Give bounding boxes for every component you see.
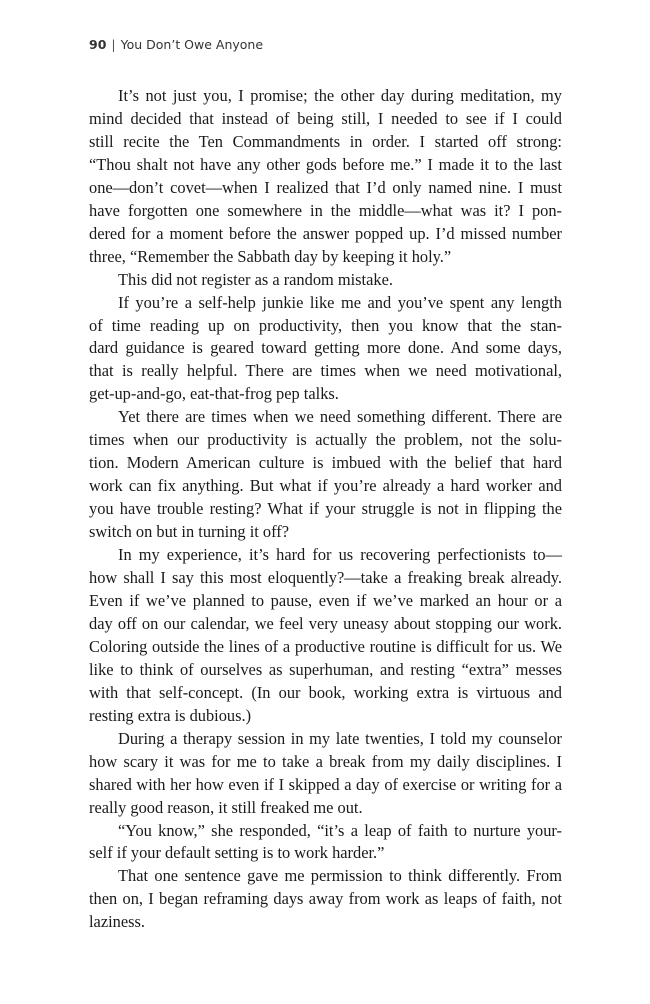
running-header <box>89 37 263 52</box>
text-line: It’s not just you, I promise; the other day during meditation, my <box>118 86 562 105</box>
text-line: resting extra is dubious.) <box>89 705 252 725</box>
text-line: how shall I say this most eloquently?—take a freaking break already. <box>89 568 562 588</box>
text-line: one—don’t covet—when I realized that I’d only named nine. I must <box>89 177 562 197</box>
text-line: times when our productivity is actually the problem, not the solu- <box>89 430 562 450</box>
body-text <box>89 85 562 934</box>
text-line: “Thou shalt not have any other gods before me.” I made it to the last <box>89 154 562 174</box>
text-line: that is really helpful. There are times when we need motivational, <box>89 361 562 381</box>
text-line: day off on our calendar, we feel very uneasy about stopping our work. <box>89 613 562 633</box>
text-line: During a therapy session in my late twenties, I told my counselor <box>118 728 562 748</box>
text-line: you have trouble resting? What if your struggle is not in flipping the <box>89 499 562 519</box>
text-line: like to think of ourselves as superhuman, and resting “extra” messes <box>89 659 562 679</box>
text-line: work can fix anything. But what if you’re already a hard worker and <box>89 476 562 496</box>
text-line: In my experience, it’s hard for us recovering perfectionists to— <box>118 545 562 565</box>
text-line: “You know,” she responded, “it’s a leap of faith to nurture your- <box>118 820 562 840</box>
text-line: with that self-concept. (In our book, working extra is virtuous and <box>89 682 562 702</box>
text-line: self if your default setting is to work harder.” <box>89 843 385 863</box>
text-line: Yet there are times when we need something different. There are <box>118 407 562 427</box>
text-line: If you’re a self-help junkie like me and you’ve spent any length <box>118 292 562 312</box>
header-separator: | <box>111 37 116 52</box>
text-line: Coloring outside the lines of a productive routine is difficult for us. We <box>89 636 562 656</box>
text-line: have forgotten one somewhere in the middle—what was it? I pon- <box>89 200 562 220</box>
text-line: That one sentence gave me permission to think differently. From <box>118 866 562 886</box>
text-line: dered for a moment before the answer popped up. I’d missed number <box>89 223 562 243</box>
text-line: shared with her how even if I skipped a day of exercise or writing for a <box>89 774 562 794</box>
page-number: 90 <box>89 37 107 52</box>
text-line: mind decided that instead of being still, I needed to see if I could <box>89 108 562 128</box>
text-line: how scary it was for me to take a break from my daily disciplines. I <box>89 751 562 771</box>
text-line: tion. Modern American culture is imbued with the belief that hard <box>89 453 562 473</box>
text-line: three, “Remember the Sabbath day by keeping it holy.” <box>89 246 452 266</box>
text-line: laziness. <box>89 912 145 932</box>
text-line: really good reason, it still freaked me out. <box>89 797 363 817</box>
text-line: This did not register as a random mistake. <box>118 269 393 289</box>
text-line: dard guidance is geared toward getting more done. And some days, <box>89 338 562 358</box>
text-line: then on, I began reframing days away from work as leaps of faith, not <box>89 889 562 909</box>
text-line: switch on but in turning it off? <box>89 522 290 542</box>
book-title: You Don’t Owe Anyone <box>120 37 264 52</box>
text-line: get-up-and-go, eat-that-frog pep talks. <box>89 384 339 404</box>
text-line: still recite the Ten Commandments in order. I started off strong: <box>89 131 562 151</box>
text-line: of time reading up on productivity, then you know that the stan- <box>89 315 562 335</box>
text-line: Even if we’ve planned to pause, even if we’ve marked an hour or a <box>89 590 562 610</box>
